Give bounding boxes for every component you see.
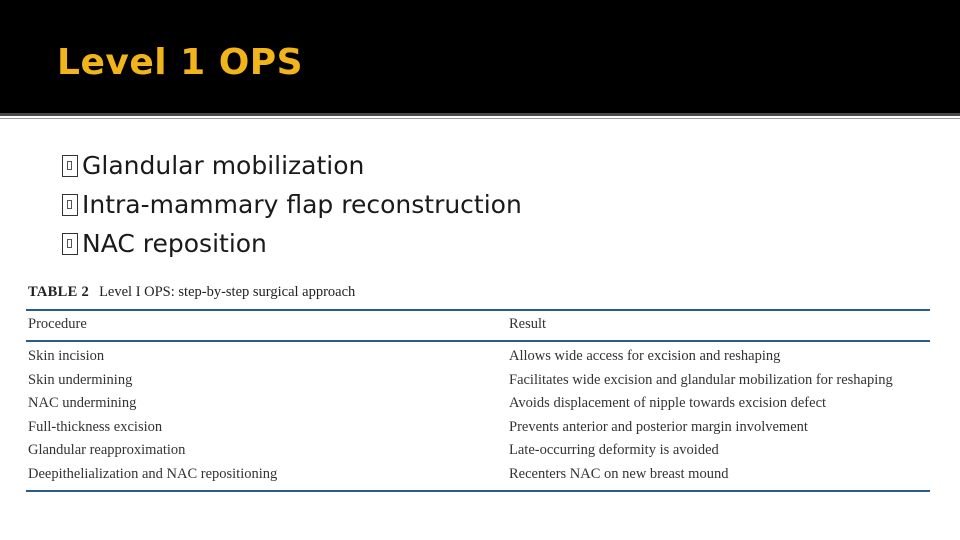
table-cell-procedure: Skin incision xyxy=(28,348,105,364)
bullet-item xyxy=(62,185,522,224)
bullet-text: Glandular mobilization xyxy=(82,151,365,180)
table-row xyxy=(28,419,930,443)
bullet-text: Intra-mammary flap reconstruction xyxy=(82,190,522,219)
table-header-rule xyxy=(26,340,930,342)
table-row xyxy=(28,395,930,419)
bullet-list xyxy=(62,146,522,263)
table-cell-result: Facilitates wide excision and glandular mobilization for reshaping xyxy=(509,371,893,388)
table-cell-procedure: Full-thickness excision xyxy=(28,418,163,435)
table-row xyxy=(28,348,930,372)
table-cell-procedure: NAC undermining xyxy=(28,395,137,411)
slide-title: Level 1 OPS xyxy=(57,42,304,83)
table-cell-result: Avoids displacement of nipple towards excision defect xyxy=(509,395,827,411)
table-row xyxy=(28,442,930,466)
table-cell-result: Prevents anterior and posterior margin involvement xyxy=(509,418,808,435)
table-top-rule xyxy=(26,309,930,311)
table-body xyxy=(28,348,930,489)
table-cell-procedure: Skin undermining xyxy=(28,371,133,388)
table-cell-result: Late-occurring deformity is avoided xyxy=(509,442,719,458)
title-divider-thin xyxy=(0,118,960,119)
table-header-result: Result xyxy=(509,316,547,332)
table-caption xyxy=(28,284,355,301)
title-divider xyxy=(0,113,960,116)
table-bottom-rule xyxy=(26,490,930,492)
bullet-marker-icon xyxy=(62,233,78,255)
table-cell-result: Allows wide access for excision and reshaping xyxy=(509,348,781,364)
table-header-procedure: Procedure xyxy=(28,316,87,332)
table-caption-label: TABLE 2 xyxy=(28,284,90,300)
table-cell-procedure: Glandular reapproximation xyxy=(28,442,186,458)
table-cell-procedure: Deepithelialization and NAC repositioning xyxy=(28,465,278,482)
bullet-marker-icon xyxy=(62,155,78,177)
bullet-item xyxy=(62,224,522,263)
table-caption-text: Level I OPS: step-by-step surgical approach xyxy=(99,284,356,300)
table-header-row xyxy=(28,316,930,336)
table-row xyxy=(28,466,930,490)
table-row xyxy=(28,372,930,396)
table-cell-result: Recenters NAC on new breast mound xyxy=(509,465,729,482)
bullet-marker-icon xyxy=(62,194,78,216)
bullet-text: NAC reposition xyxy=(82,229,267,258)
bullet-item xyxy=(62,146,522,185)
